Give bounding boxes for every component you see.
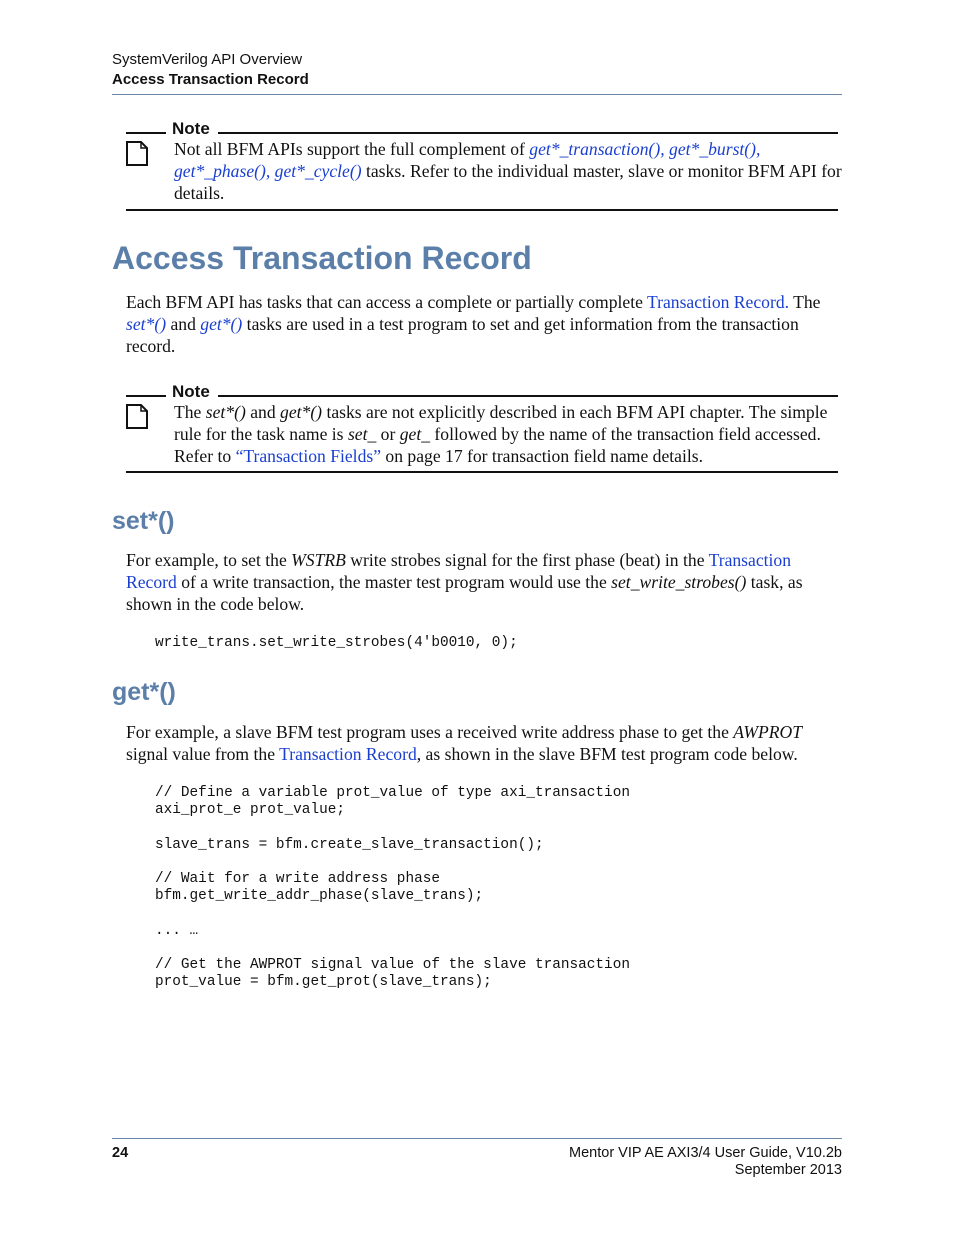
guide-title: Mentor VIP AE AXI3/4 User Guide, V10.2b xyxy=(569,1145,842,1161)
set-text: For example, to set the xyxy=(126,550,292,570)
header-divider xyxy=(112,94,842,95)
transaction-fields-link[interactable]: “Transaction Fields” xyxy=(235,446,382,466)
transaction-record-link[interactable]: Transaction Record xyxy=(279,744,417,764)
note-italic: get*() xyxy=(280,402,323,422)
note-italic: set_ xyxy=(347,424,377,444)
note-top-rule xyxy=(218,132,838,134)
page-number: 24 xyxy=(112,1145,129,1161)
intro-text: Each BFM API has tasks that can access a complete or partially complete xyxy=(126,292,647,312)
page-title: Access Transaction Record xyxy=(112,240,532,276)
note-text-part: tasks are not explicitly described in each BFM API chapter. The simple rule for the task name is xyxy=(174,402,828,444)
transaction-record-link[interactable]: Transaction Record xyxy=(126,550,792,592)
set-link[interactable]: set*() xyxy=(126,314,167,334)
publication-date: September 2013 xyxy=(734,1162,842,1178)
note-text-part: or xyxy=(376,424,400,444)
get-text: For example, a slave BFM test program uses a received write address phase to get the xyxy=(126,722,734,742)
note-label: Note xyxy=(172,119,214,139)
footer-info xyxy=(569,1145,842,1179)
set-text: write strobes signal for the first phase (beat) in the xyxy=(345,550,709,570)
note-italic: get_ xyxy=(399,424,431,444)
note-text-part: and xyxy=(245,402,281,422)
get-phase-link[interactable]: get*_phase(), get*_cycle() xyxy=(174,161,362,181)
get-text: signal value from the xyxy=(126,744,280,764)
footer-divider xyxy=(112,1138,842,1139)
intro-text: tasks are used in a test program to set and get information from the transaction record. xyxy=(126,314,799,356)
note-top-rule xyxy=(218,395,838,397)
section-heading-get: get*() xyxy=(112,678,176,706)
note-text-part: followed by the name of the transaction field accessed. Refer to xyxy=(174,424,821,466)
get-text: , as shown in the slave BFM test program code below. xyxy=(416,744,798,764)
set-text: of a write transaction, the master test program would use the xyxy=(176,572,612,592)
get-link[interactable]: get*() xyxy=(200,314,243,334)
running-header-chapter: SystemVerilog API Overview xyxy=(112,51,303,68)
section-heading-set: set*() xyxy=(112,507,175,535)
note-label: Note xyxy=(172,382,214,402)
get-italic: AWPROT xyxy=(733,722,803,742)
note-box xyxy=(126,382,838,476)
intro-text: and xyxy=(166,314,201,334)
set-text: task, as shown in the code below. xyxy=(126,572,803,614)
intro-paragraph xyxy=(126,291,846,357)
note-page-icon xyxy=(126,404,148,429)
note-page-icon xyxy=(126,141,148,166)
note-top-rule xyxy=(126,132,166,134)
note-bottom-rule xyxy=(126,209,838,211)
note-text-part: tasks. Refer to the individual master, slave or monitor BFM API for details. xyxy=(174,161,842,203)
get-paragraph xyxy=(126,721,846,765)
set-italic: WSTRB xyxy=(291,550,346,570)
note-text xyxy=(174,138,842,204)
intro-text: The xyxy=(793,292,821,312)
set-italic: set_write_strobes() xyxy=(611,572,747,592)
set-code-block: write_trans.set_write_strobes(4'b0010, 0); xyxy=(155,635,518,651)
note-bottom-rule xyxy=(126,471,838,473)
running-header-section: Access Transaction Record xyxy=(112,71,309,88)
get-code-block: // Define a variable prot_value of type axi_transaction axi_prot_e prot_value; slave_trans = bfm.create_slave_transaction(); // Wait for a write address phase bfm.get_write_addr_phase(slave_trans); ... … // Get the AWPROT signal value of the slave transaction prot_value = bfm.get_prot(slave_trans); xyxy=(155,785,630,991)
note-text-part: Not all BFM APIs support the full complement of xyxy=(174,139,530,159)
note-italic: set*() xyxy=(205,402,246,422)
note-box xyxy=(126,119,842,213)
transaction-record-link[interactable]: Transaction Record. xyxy=(646,292,790,312)
note-text xyxy=(174,401,842,467)
note-text-part: on page 17 for transaction field name details. xyxy=(381,446,703,466)
note-top-rule xyxy=(126,395,166,397)
get-transaction-link[interactable]: get*_transaction(), get*_burst(), xyxy=(529,139,761,159)
set-paragraph xyxy=(126,549,846,615)
note-text-part: The xyxy=(174,402,206,422)
